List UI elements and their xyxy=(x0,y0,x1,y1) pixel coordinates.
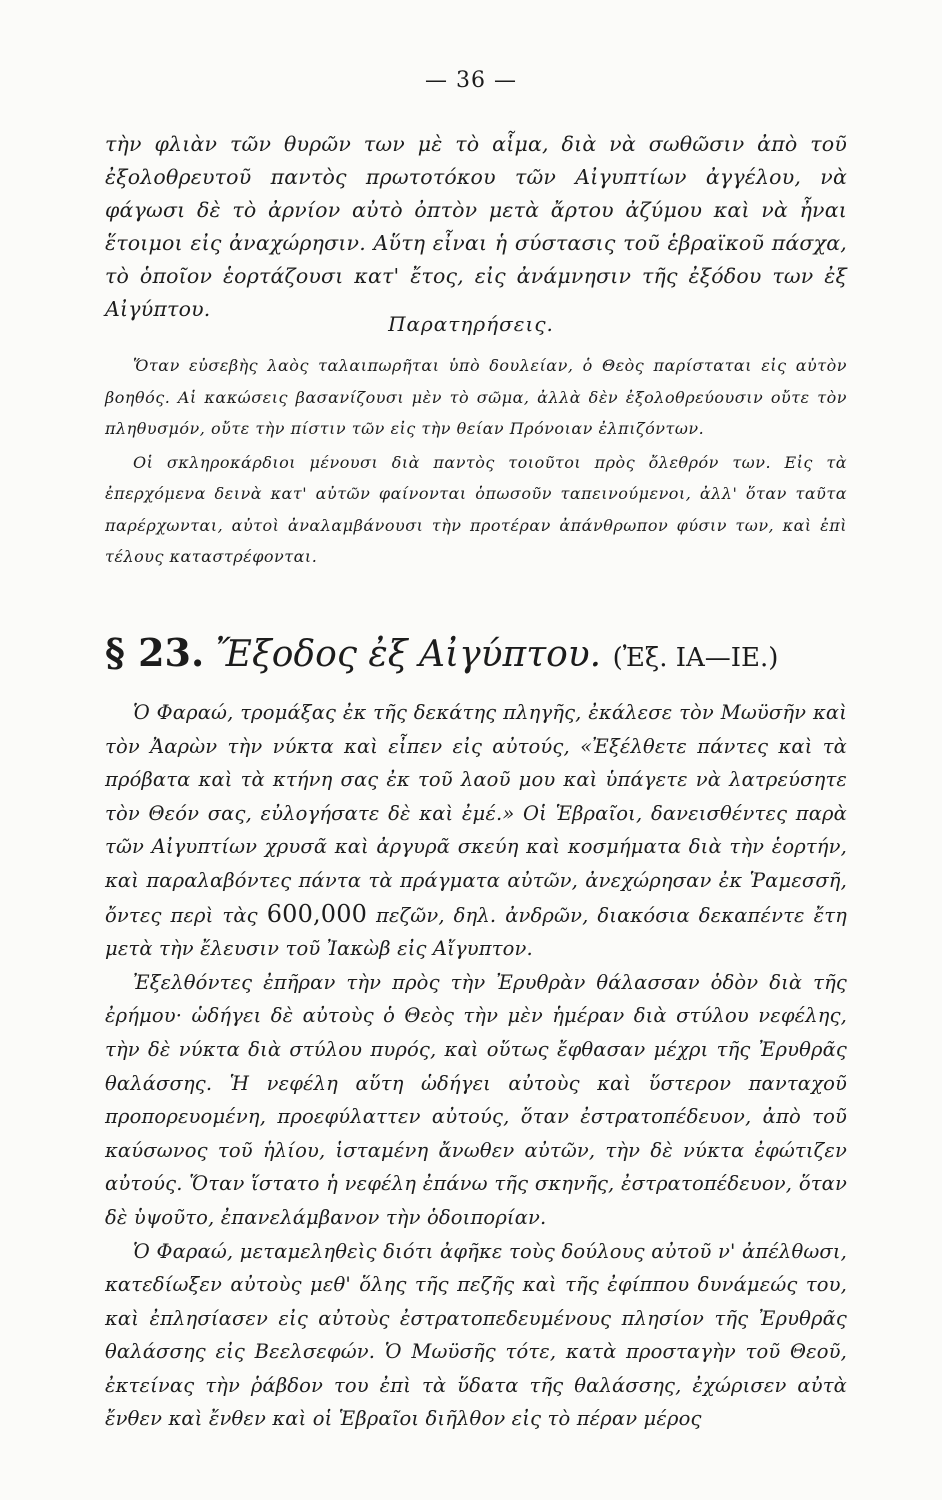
intro-paragraph xyxy=(105,128,847,326)
main-paragraph-1-start: Ὁ Φαραώ, τρομάξας ἐκ τῆς δεκάτης πληγῆς, ἐκάλεσε τὸν Μωϋσῆν καὶ τὸν Ἀαρὼν τὴν νύκτα καὶ εἶπεν εἰς αὐτούς, «Ἐξέλθετε πάντες καὶ τὰ πρόβατα καὶ τὰ κτήνη σας ἐκ τοῦ λαοῦ μου καὶ ὑπάγετε νὰ λατρεύσητε τὸν Θεόν σας, εὐλογήσατε δὲ καὶ ἐμέ.» Οἱ Ἑβραῖοι, δανεισθέντες παρὰ τῶν Αἰγυπτίων χρυσᾶ καὶ ἀργυρᾶ σκεύη καὶ κοσμήματα διὰ τὴν ἑορτήν, καὶ παραλαβόντες πάντα τὰ πράγματα αὐτῶν, ἀνεχώρησαν ἐκ Ῥαμεσσῆ, ὄντες περὶ τὰς xyxy=(105,701,847,927)
main-paragraph-2: Ἐξελθόντες ἐπῆραν τὴν πρὸς τὴν Ἐρυθρὰν θάλασσαν ὁδὸν διὰ τῆς ἐρήμου· ὡδήγει δὲ αὐτοὺς ὁ Θεὸς τὴν μὲν ἡμέραν διὰ στύλου νεφέλης, τὴν δὲ νύκτα διὰ στύλου πυρός, καὶ οὕτως ἔφθασαν μέχρι τῆς Ἐρυθρᾶς θαλάσσης. Ἡ νεφέλη αὕτη ὡδήγει αὐτοὺς καὶ ὕστερον πανταχοῦ προπορευομένη, προεφύλαττεν αὐτούς, ὅταν ἐστρατοπέδευον, ἀπὸ τοῦ καύσωνος τοῦ ἡλίου, ἱσταμένη ἄνωθεν αὐτῶν, τὴν δὲ νύκτα ἐφώτιζεν αὐτούς. Ὅταν ἵστατο ἡ νεφέλη ἐπάνω τῆς σκηνῆς, ἐστρατοπέδευον, ὅταν δὲ ὑψοῦτο, ἐπανελάμβανον τὴν ὁδοιπορίαν. xyxy=(105,970,847,1229)
notes-section xyxy=(105,350,847,573)
section-title: Ἔξοδος ἐξ Αἰγύπτου. xyxy=(215,634,602,675)
section-number: § 23. xyxy=(105,630,205,675)
main-text xyxy=(105,696,847,1436)
intro-text: τὴν φλιὰν τῶν θυρῶν των μὲ τὸ αἷμα, διὰ νὰ σωθῶσιν ἀπὸ τοῦ ἐξολοθρευτοῦ παντὸς πρωτοτόκου τῶν Αἰγυπτίων ἀγγέλου, νὰ φάγωσι δὲ τὸ ἀρνίον αὐτὸ ὀπτὸν μετὰ ἄρτου ἀζύμου καὶ νὰ ἦναι ἕτοιμοι εἰς ἀναχώρησιν. Αὕτη εἶναι ἡ σύστασις τοῦ ἑβραϊκοῦ πάσχα, τὸ ὁποῖον ἑορτάζουσι κατ' ἔτος, εἰς ἀνάμνησιν τῆς ἐξόδου των ἐξ Αἰγύπτου. xyxy=(105,132,847,321)
page-number: — 36 — xyxy=(425,68,517,93)
note-paragraph-2: Οἱ σκληροκάρδιοι μένουσι διὰ παντὸς τοιοῦτοι πρὸς ὄλεθρόν των. Εἰς τὰ ἐπερχόμενα δεινὰ κατ' αὐτῶν φαίνονται ὁπωσοῦν ταπεινούμενοι, ἀλλ' ὅταν ταῦτα παρέρχωνται, αὐτοὶ ἀναλαμβάνουσι τὴν προτέραν ἀπάνθρωπον φύσιν των, καὶ ἐπὶ τέλους καταστρέφονται. xyxy=(105,452,847,566)
section-reference: (Ἐξ. ΙΑ—ΙΕ.) xyxy=(612,643,779,673)
notes-heading: Παρατηρήσεις. xyxy=(388,312,554,336)
main-paragraph-3: Ὁ Φαραώ, μεταμεληθεὶς διότι ἀφῆκε τοὺς δούλους αὐτοῦ ν' ἀπέλθωσι, κατεδίωξεν αὐτοὺς μεθ' ὅλης τῆς πεζῆς καὶ τῆς ἐφίππου δυνάμεώς του, καὶ ἐπλησίασεν εἰς αὐτοὺς ἐστρατοπεδευμένους πλησίον τῆς Ἐρυθρᾶς θαλάσσης εἰς Βεελσεφών. Ὁ Μωϋσῆς τότε, κατὰ προσταγὴν τοῦ Θεοῦ, ἐκτείνας τὴν ῥάβδον του ἐπὶ τὰ ὕδατα τῆς θαλάσσης, ἐχώρισεν αὐτὰ ἔνθεν καὶ ἔνθεν καὶ οἱ Ἑβραῖοι διῆλθον εἰς τὸ πέραν μέρος xyxy=(105,1239,847,1431)
note-paragraph-1: Ὅταν εὐσεβὴς λαὸς ταλαιπωρῆται ὑπὸ δουλείαν, ὁ Θεὸς παρίσταται εἰς αὐτὸν βοηθός. Αἱ κακώσεις βασανίζουσι μὲν τὸ σῶμα, ἀλλὰ δὲν ἐξολοθρεύουσιν οὔτε τὸν πληθυσμόν, οὔτε τὴν πίστιν τῶν εἰς τὴν θείαν Πρόνοιαν ἐλπιζόντων. xyxy=(105,356,847,438)
main-paragraph-1 xyxy=(105,696,847,966)
section-heading xyxy=(105,630,847,675)
people-count: 600,000 xyxy=(266,899,368,928)
main-paragraph-1-end: πεζῶν, δηλ. ἀνδρῶν, διακόσια δεκαπέντε ἔτη μετὰ τὴν ἔλευσιν τοῦ Ἰακὼβ εἰς Αἴγυπτον. xyxy=(105,903,847,961)
